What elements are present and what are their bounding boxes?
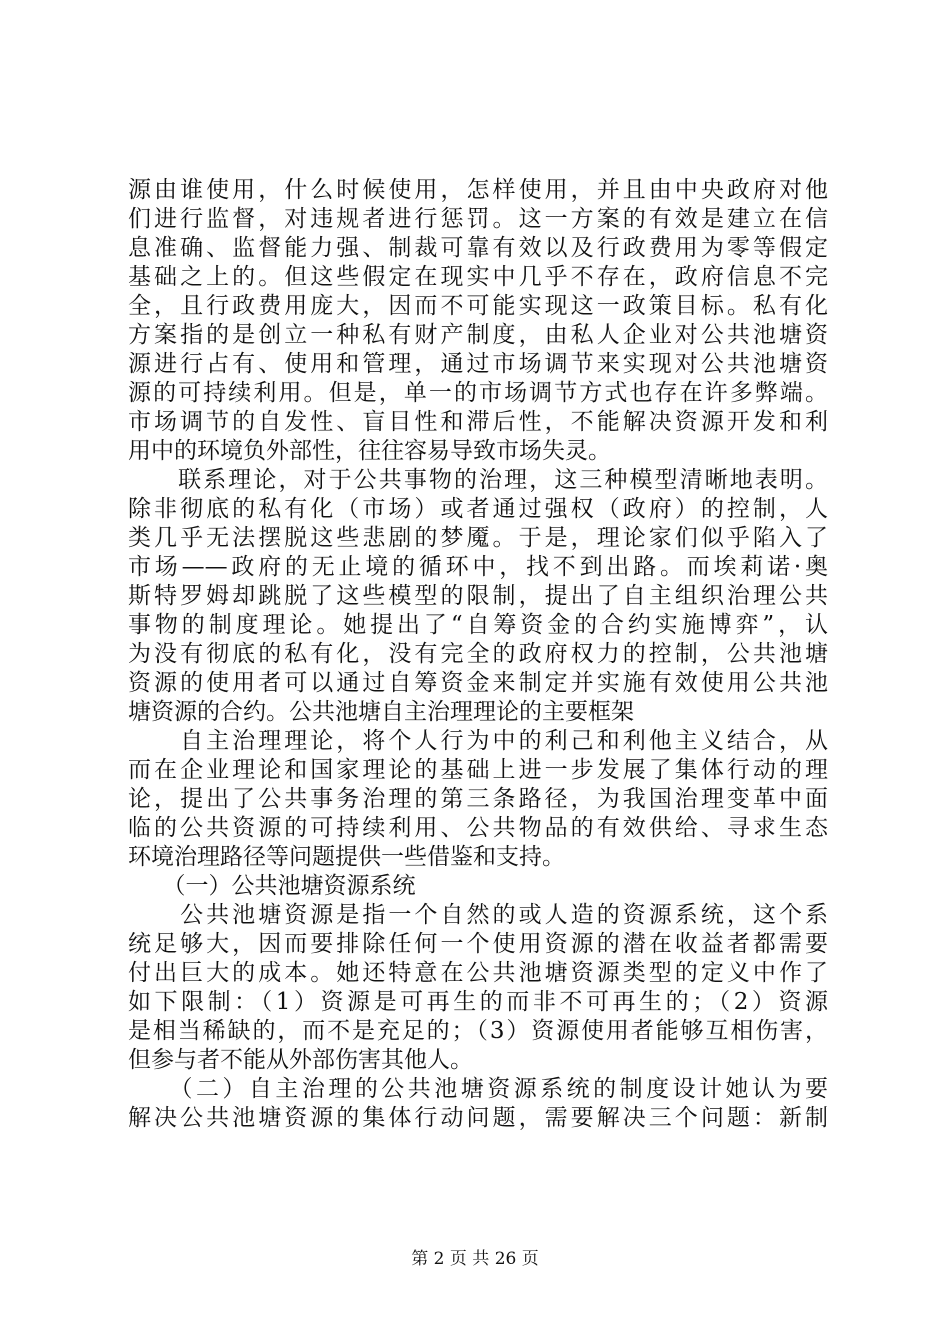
text-line: 论，提出了公共事务治理的第三条路径，为我国治理变革中面 [128,786,828,812]
text-line: 除非彻底的私有化（市场）或者通过强权（政府）的控制，人 [128,496,828,522]
text-line: 而在企业理论和国家理论的基础上进一步发展了集体行动的理 [128,757,828,783]
text-line: 源的可持续利用。但是，单一的市场调节方式也存在许多弊端。 [128,380,828,406]
text-line: 息准确、监督能力强、制裁可靠有效以及行政费用为零等假定 [128,235,828,261]
text-line: 统足够大，因而要排除任何一个使用资源的潜在收益者都需要 [128,931,828,957]
text-line: 资源的使用者可以通过自筹资金来制定并实施有效使用公共池 [128,670,828,696]
text-line: 是相当稀缺的，而不是充足的；（3）资源使用者能够互相伤害， [128,1018,828,1044]
text-line: 自主治理理论，将个人行为中的利己和利他主义结合，从 [128,728,828,754]
section-heading: （一）公共池塘资源系统 [128,873,416,899]
text-line: 源由谁使用，什么时候使用，怎样使用，并且由中央政府对他 [128,177,828,203]
text-line: 源进行占有、使用和管理，通过市场调节来实现对公共池塘资 [128,351,828,377]
text-line: 环境治理路径等问题提供一些借鉴和支持。 [128,844,565,870]
text-line: 全，且行政费用庞大，因而不可能实现这一政策目标。私有化 [128,293,828,319]
text-line: 类几乎无法摆脱这些悲剧的梦魇。于是，理论家们似乎陷入了 [128,525,828,551]
text-line: 联系理论，对于公共事物的治理，这三种模型清晰地表明。 [128,467,828,493]
body-text [128,176,828,1133]
text-line: 解决公共池塘资源的集体行动问题，需要解决三个问题：新制 [128,1105,828,1131]
page-footer: 第 2 页 共 26 页 [411,1249,539,1269]
text-line: 如下限制：（1）资源是可再生的而非不可再生的；（2）资源 [128,989,828,1015]
text-line: 但参与者不能从外部伤害其他人。 [128,1047,473,1073]
text-line: 们进行监督，对违规者进行惩罚。这一方案的有效是建立在信 [128,206,828,232]
text-line: 事物的制度理论。她提出了“自筹资金的合约实施博弈”，认 [128,612,828,638]
text-line: 临的公共资源的可持续利用、公共物品的有效供给、寻求生态 [128,815,828,841]
text-line: （二）自主治理的公共池塘资源系统的制度设计她认为要 [128,1076,828,1102]
text-line: 塘资源的合约。公共池塘自主治理理论的主要框架 [128,699,634,725]
text-line: 为没有彻底的私有化，没有完全的政府权力的控制，公共池塘 [128,641,828,667]
text-line: 斯特罗姆却跳脱了这些模型的限制，提出了自主组织治理公共 [128,583,828,609]
text-line: 用中的环境负外部性，往往容易导致市场失灵。 [128,438,611,464]
text-line: 市场调节的自发性、盲目性和滞后性，不能解决资源开发和利 [128,409,828,435]
text-line: 付出巨大的成本。她还特意在公共池塘资源类型的定义中作了 [128,960,828,986]
text-line: 基础之上的。但这些假定在现实中几乎不存在，政府信息不完 [128,264,828,290]
text-line: 方案指的是创立一种私有财产制度，由私人企业对公共池塘资 [128,322,828,348]
text-line: 公共池塘资源是指一个自然的或人造的资源系统，这个系 [128,902,828,928]
text-line: 市场——政府的无止境的循环中，找不到出路。而埃莉诺·奥 [128,554,828,580]
